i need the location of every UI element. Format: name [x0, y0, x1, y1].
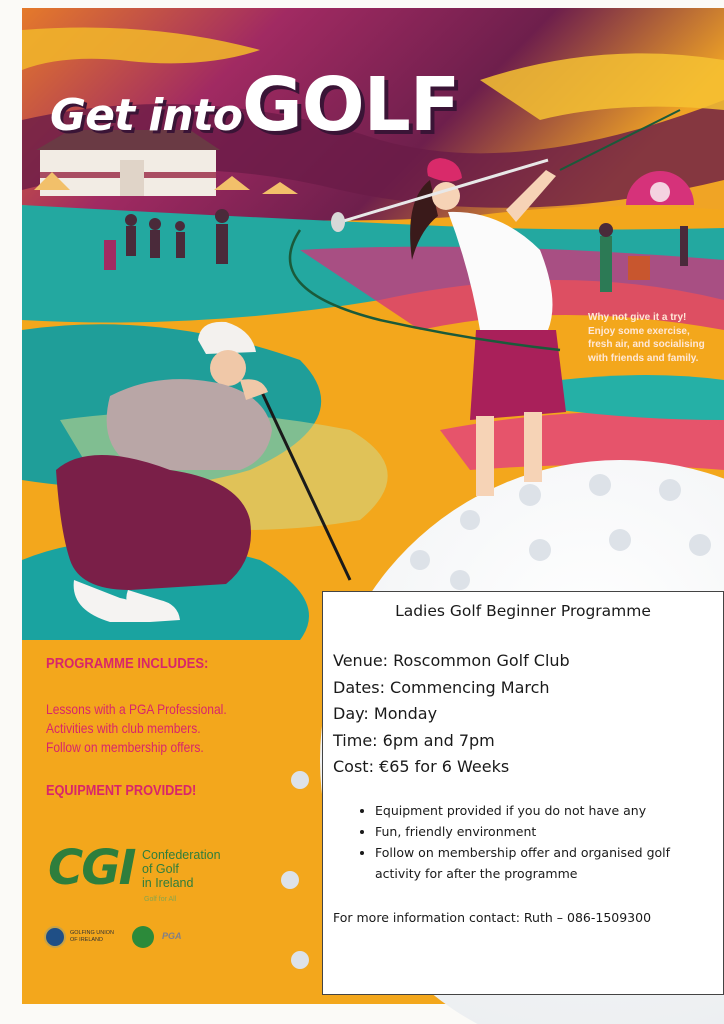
- info-box: [322, 591, 724, 995]
- benefit-item: • Follow on membership offer and organised golf activity for after the programme: [375, 842, 715, 884]
- why-text: [588, 311, 716, 365]
- why-line: with friends and family.: [588, 352, 699, 364]
- golf-bag: [104, 240, 116, 270]
- benefit-item: • Equipment provided if you do not have any: [375, 800, 715, 821]
- includes-item: Lessons with a PGA Professional.: [46, 701, 227, 717]
- cgi-mark: CGI: [48, 840, 135, 896]
- title-prefix: Get into: [50, 90, 242, 141]
- title-main: GOLF: [241, 62, 460, 148]
- contact-info: For more information contact: Ruth – 086-1509300: [333, 910, 652, 925]
- benefits-list: [331, 800, 715, 884]
- ilgu-crest-icon: [132, 926, 154, 948]
- detail-dates: Dates: Commencing March: [333, 677, 550, 697]
- gui-crest-icon: [44, 926, 66, 948]
- programme-heading: Ladies Golf Beginner Programme: [395, 602, 651, 620]
- why-line: Why not give it a try!: [588, 312, 687, 323]
- cgi-logo: [48, 840, 221, 903]
- equipment-provided: EQUIPMENT PROVIDED!: [46, 783, 197, 799]
- gui-text-line: OF IRELAND: [70, 936, 104, 943]
- includes-item: Activities with club members.: [46, 720, 201, 736]
- cgi-name-line: Confederation: [142, 848, 221, 862]
- pga-logo: PGA: [162, 931, 182, 941]
- why-line: fresh air, and socialising: [588, 339, 705, 350]
- programme-details: [333, 648, 570, 781]
- benefit-item: • Fun, friendly environment: [375, 821, 715, 842]
- partner-logos: [44, 924, 244, 950]
- cgi-name: [142, 848, 221, 890]
- includes-list: [46, 700, 256, 757]
- detail-cost: Cost: €65 for 6 Weeks: [333, 757, 510, 776]
- cgi-name-line: in Ireland: [142, 876, 194, 890]
- why-line: Enjoy some exercise,: [588, 325, 690, 337]
- includes-heading: PROGRAMME INCLUDES:: [46, 656, 209, 672]
- includes-item: Follow on membership offers.: [46, 739, 204, 755]
- poster-title: [50, 62, 459, 148]
- programme-includes: [46, 656, 256, 799]
- cgi-tagline: Golf for All: [144, 896, 177, 903]
- detail-venue: Venue: Roscommon Golf Club: [333, 651, 570, 670]
- detail-day: Day: Monday: [333, 704, 438, 723]
- gui-text-line: GOLFING UNION: [70, 930, 115, 936]
- gui-text: [70, 930, 114, 943]
- cgi-name-line: of Golf: [142, 862, 179, 876]
- detail-time: Time: 6pm and 7pm: [333, 730, 495, 750]
